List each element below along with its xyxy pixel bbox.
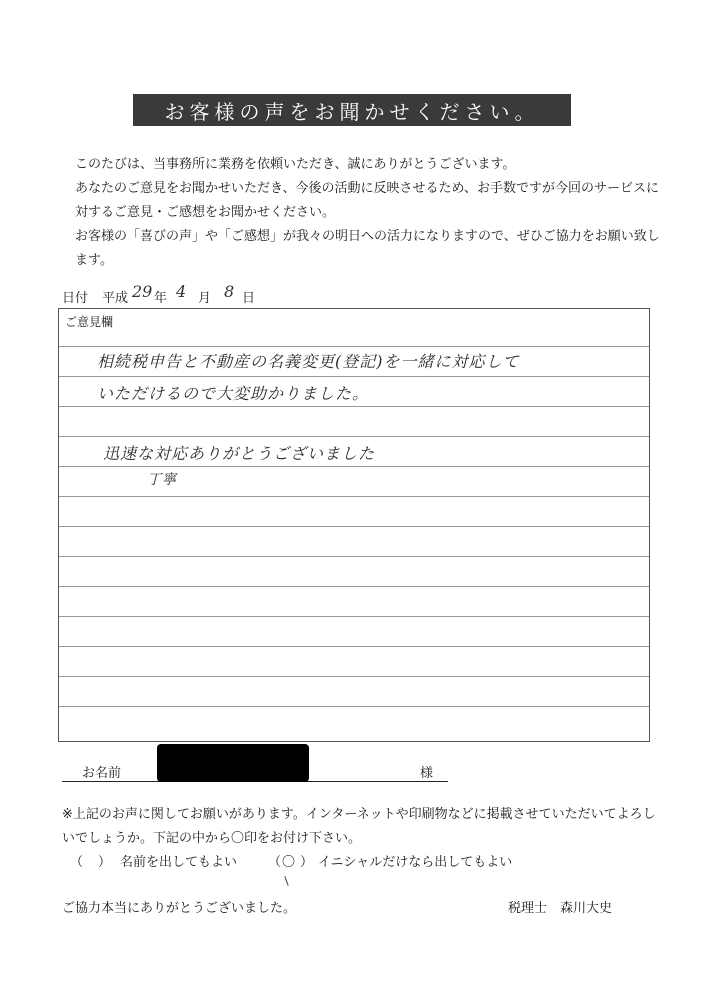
date-month: 4 [176,282,187,301]
option-2-paren-close: ） [300,855,314,870]
option-1-paren-open: （ [70,855,84,870]
consent-note-text: ※上記のお声に関してお願いがあります。インターネットや印刷物などに掲載させていただいてよろしいでしょうか。下記の中から〇印をお付け下さい。 [62,807,656,846]
option-1-label: 名前を出してもよい [120,855,238,870]
date-year: 29 [132,282,153,301]
date-month-unit: 月 [198,291,212,306]
name-row [62,760,448,782]
intro-line: このたびは、当事務所に業務を依頼いただき、誠にありがとうございます。 [75,157,516,172]
comment-box [58,308,650,742]
handwritten-comment-line: 迅速な対応ありがとうございました [103,444,376,463]
intro-line: あなたのご意見をお聞かせいただき、今後の活動に反映させるため、お手数ですが今回のサービスに対するご意見・ご感想をお聞かせください。 [75,181,659,220]
handwritten-comment-line: いただけるので大変助かりました。 [97,384,370,403]
redacted-name [157,744,309,782]
footer-signature: 税理士 森川大史 [508,901,613,916]
footer-thanks: ご協力本当にありがとうございました。 [62,901,297,916]
pen-mark [284,876,288,886]
consent-note [62,803,662,851]
intro-text [62,153,662,273]
option-2-paren-open: （ [268,855,282,870]
option-2-label: イニシャルだけなら出してもよい [318,855,513,870]
handwritten-comment-line: 相続税申告と不動産の名義変更(登記)を一緒に対応して [97,352,520,371]
option-1-paren-close: ） [98,855,112,870]
intro-line: お客様の「喜びの声」や「ご感想」が我々の明日への活力になりますので、ぜひご協力をお願い致します。 [75,229,660,268]
option-2-mark: 〇 [282,855,296,870]
comment-label: ご意見欄 [65,313,117,330]
date-year-unit: 年 [154,291,168,306]
name-suffix: 様 [420,766,434,781]
date-era: 平成 [102,291,129,306]
date-day-unit: 日 [242,291,256,306]
handwritten-comment-insert: 丁寧 [147,472,177,488]
date-day: 8 [224,282,235,301]
date-label: 日付 [62,291,89,306]
name-label: お名前 [82,766,122,781]
page-title: お客様の声をお聞かせください。 [133,94,571,126]
